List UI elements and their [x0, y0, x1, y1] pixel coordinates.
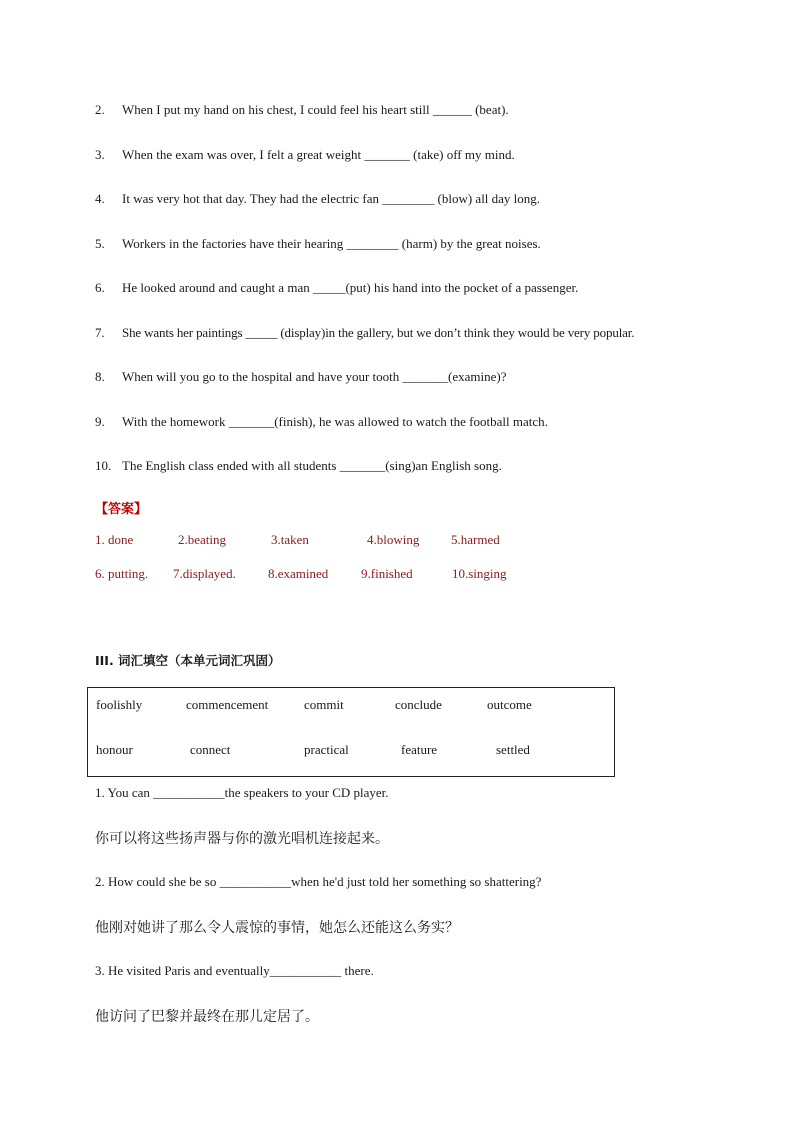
section-title: III. 词汇填空（本单元词汇巩固）	[95, 653, 281, 668]
answer-item: 5.harmed	[451, 532, 500, 547]
answer-item: 3.taken	[271, 532, 309, 547]
exercise-item	[95, 458, 502, 474]
exercise-item	[95, 191, 540, 207]
word-box-item: settled	[496, 742, 530, 757]
exercise-item	[95, 102, 509, 118]
question-english: 1. You can ___________the speakers to your CD player.	[95, 785, 389, 800]
question-chinese: 他刚对她讲了那么令人震惊的事情，她怎么还能这么务实？	[95, 920, 459, 936]
word-box	[87, 687, 615, 777]
exercise-number: 8.	[95, 369, 105, 384]
exercise-item	[95, 414, 548, 430]
exercise-number: 7.	[95, 325, 105, 340]
question-english: 2. How could she be so ___________when he'd just told her something so shattering?	[95, 874, 542, 889]
exercise-number: 6.	[95, 280, 105, 295]
exercise-item	[95, 369, 507, 385]
answer-item: 4.blowing	[367, 532, 420, 547]
answer-item: 1. done	[95, 532, 134, 547]
exercise-text: When will you go to the hospital and have your tooth _______(examine)?	[122, 369, 507, 384]
word-box-item: feature	[401, 742, 438, 757]
exercise-text: Workers in the factories have their hearing ________ (harm) by the great noises.	[122, 236, 541, 251]
question-english: 3. He visited Paris and eventually___________ there.	[95, 963, 374, 978]
answer-item: 10.singing	[452, 566, 507, 581]
answer-label: 【答案】	[95, 502, 148, 517]
answer-item: 7.displayed.	[173, 566, 236, 581]
exercise-item	[95, 147, 515, 163]
exercise-item	[95, 236, 541, 252]
question-chinese: 你可以将这些扬声器与你的激光唱机连接起来。	[95, 831, 389, 847]
exercise-number: 3.	[95, 147, 105, 162]
question-chinese: 他访问了巴黎并最终在那儿定居了。	[95, 1009, 319, 1025]
exercise-number: 4.	[95, 191, 105, 206]
word-box-item: foolishly	[96, 697, 143, 712]
exercise-text: The English class ended with all students _______(sing)an English song.	[122, 458, 502, 473]
word-box-item: connect	[190, 742, 231, 757]
exercise-text: With the homework _______(finish), he was allowed to watch the football match.	[122, 414, 548, 429]
exercise-item	[95, 280, 578, 296]
exercise-number: 9.	[95, 414, 105, 429]
exercise-text: She wants her paintings _____ (display)in the gallery, but we don’t think they would be very popular.	[122, 325, 635, 340]
answer-item: 6. putting.	[95, 566, 149, 581]
answer-item: 2.beating	[178, 532, 227, 547]
exercise-number: 5.	[95, 236, 105, 251]
word-box-item: honour	[96, 742, 133, 757]
answer-item: 9.finished	[361, 566, 413, 581]
word-box-item: commit	[304, 697, 344, 712]
word-box-item: commencement	[186, 697, 269, 712]
answer-item: 8.examined	[268, 566, 329, 581]
exercise-text: He looked around and caught a man _____(put) his hand into the pocket of a passenger.	[122, 280, 579, 295]
word-box-item: practical	[304, 742, 349, 757]
exercise-text: When I put my hand on his chest, I could feel his heart still ______ (beat).	[122, 102, 509, 117]
exercise-number: 10.	[95, 458, 112, 473]
exercise-text: When the exam was over, I felt a great weight _______ (take) off my mind.	[122, 147, 515, 162]
exercise-text: It was very hot that day. They had the electric fan ________ (blow) all day long.	[122, 191, 541, 206]
exercise-number: 2.	[95, 102, 105, 117]
exercise-item	[95, 325, 634, 341]
word-box-item: conclude	[395, 697, 442, 712]
word-box-item: outcome	[487, 697, 532, 712]
